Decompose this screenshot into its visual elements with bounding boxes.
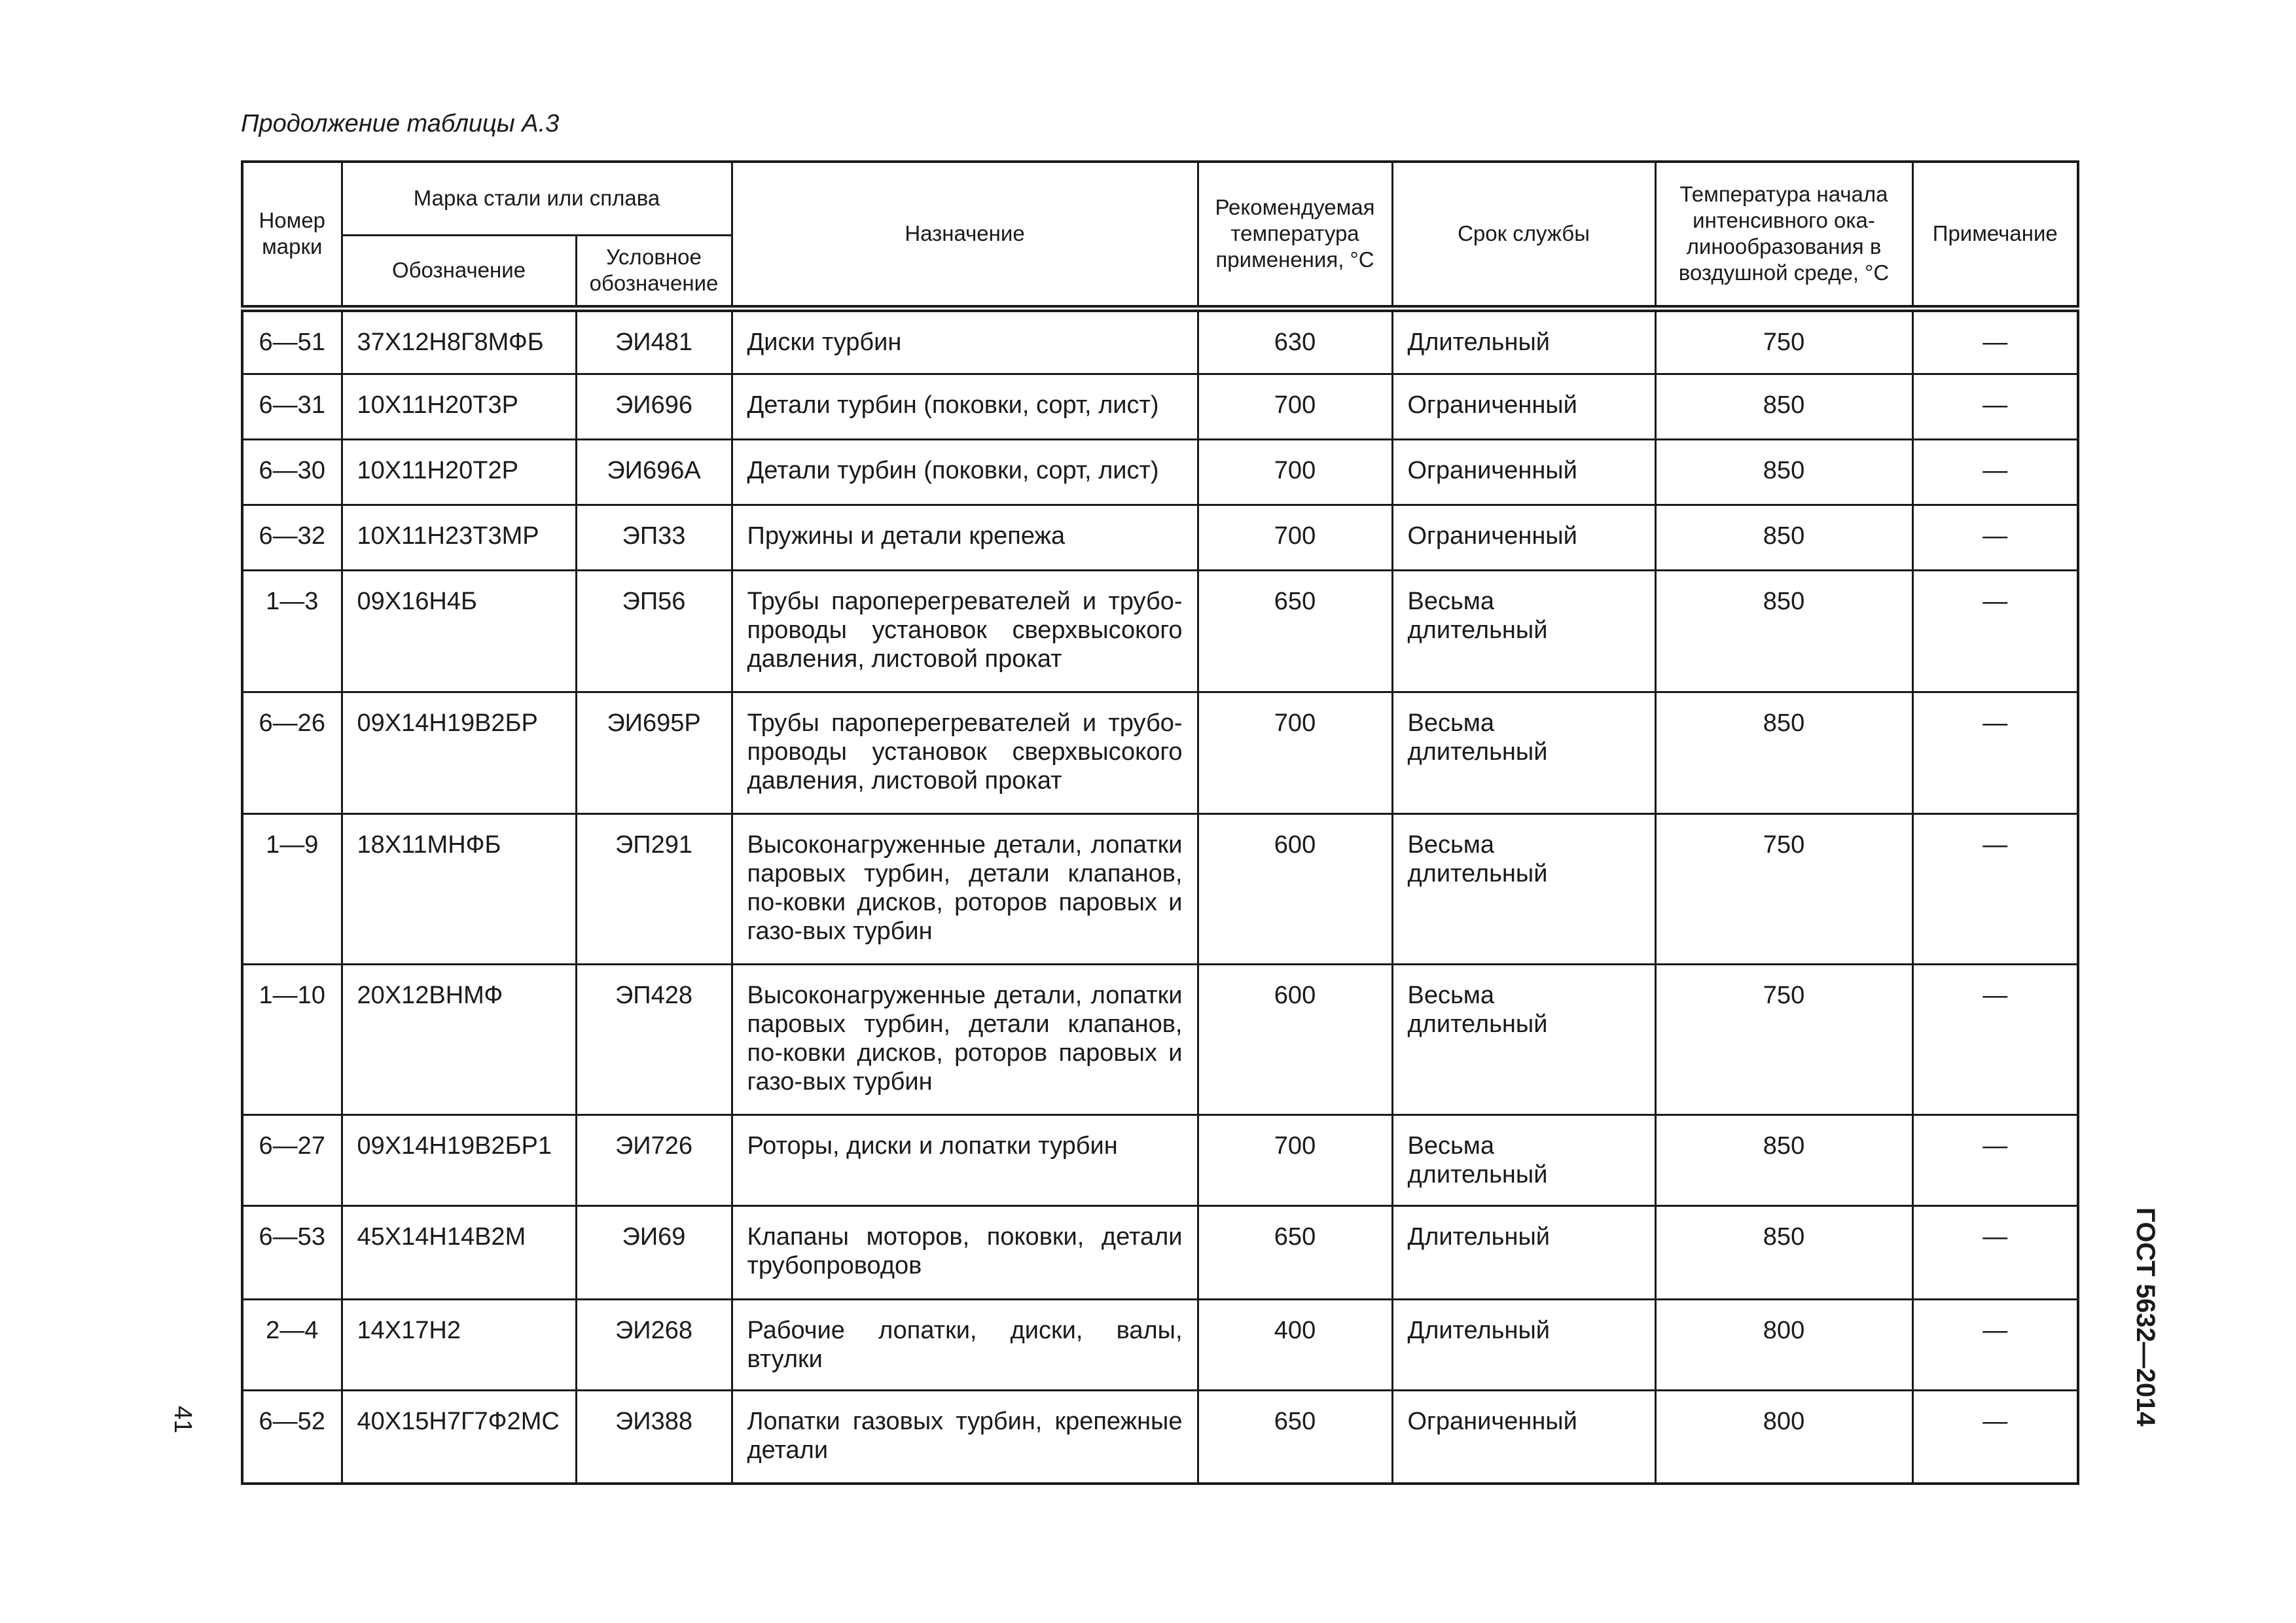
cell-note: — [1912, 374, 2078, 439]
cell-note: — [1912, 1205, 2078, 1299]
cell-conventional: ЭИ481 [576, 308, 732, 374]
table-row [242, 1390, 2078, 1484]
cell-note: — [1912, 1115, 2078, 1205]
cell-conventional: ЭИ696А [576, 439, 732, 505]
cell-grade: 09Х16Н4Б [342, 570, 576, 692]
cell-service-life: Длительный [1392, 1205, 1655, 1299]
header-temperature: Рекомендуемая температура применения, °С [1198, 162, 1392, 308]
cell-note: — [1912, 964, 2078, 1115]
cell-purpose: Трубы пароперегревателей и трубо-проводы установок сверхвысокого давления, листовой прокат [732, 692, 1198, 813]
cell-service-life: Длительный [1392, 1299, 1655, 1390]
cell-note: — [1912, 1390, 2078, 1484]
cell-service-life: Весьма длительный [1392, 570, 1655, 692]
cell-purpose: Лопатки газовых турбин, крепежные детали [732, 1390, 1198, 1484]
cell-number: 1—10 [242, 964, 342, 1115]
cell-temperature: 600 [1198, 964, 1392, 1115]
cell-note: — [1912, 692, 2078, 813]
cell-note: — [1912, 1299, 2078, 1390]
cell-number: 1—3 [242, 570, 342, 692]
cell-grade: 10Х11Н23Т3МР [342, 505, 576, 570]
table-row [242, 1205, 2078, 1299]
cell-grade: 37Х12Н8Г8МФБ [342, 308, 576, 374]
cell-conventional: ЭП56 [576, 570, 732, 692]
cell-purpose: Роторы, диски и лопатки турбин [732, 1115, 1198, 1205]
cell-number: 6—30 [242, 439, 342, 505]
cell-number: 6—27 [242, 1115, 342, 1205]
cell-scaling-temp: 750 [1655, 813, 1912, 964]
cell-purpose: Трубы пароперегревателей и трубо-проводы установок сверхвысокого давления, листовой прокат [732, 570, 1198, 692]
header-scaling-temp: Температура начала интенсивного ока-линообразования в воздушной среде, °С [1655, 162, 1912, 308]
cell-scaling-temp: 850 [1655, 1205, 1912, 1299]
steel-grades-table [241, 160, 2079, 1485]
cell-temperature: 650 [1198, 1390, 1392, 1484]
cell-grade: 10Х11Н20Т3Р [342, 374, 576, 439]
cell-number: 1—9 [242, 813, 342, 964]
cell-grade: 09Х14Н19В2БР1 [342, 1115, 576, 1205]
cell-temperature: 700 [1198, 505, 1392, 570]
header-service-life: Срок службы [1392, 162, 1655, 308]
cell-purpose: Детали турбин (поковки, сорт, лист) [732, 374, 1198, 439]
cell-note: — [1912, 439, 2078, 505]
cell-conventional: ЭИ695Р [576, 692, 732, 813]
cell-purpose: Клапаны моторов, поковки, детали трубопроводов [732, 1205, 1198, 1299]
cell-service-life: Весьма длительный [1392, 964, 1655, 1115]
header-designation: Обозначение [342, 235, 576, 308]
cell-conventional: ЭП428 [576, 964, 732, 1115]
cell-number: 6—53 [242, 1205, 342, 1299]
cell-service-life: Весьма длительный [1392, 813, 1655, 964]
cell-scaling-temp: 750 [1655, 308, 1912, 374]
table-row [242, 813, 2078, 964]
cell-service-life: Ограниченный [1392, 1390, 1655, 1484]
table-row [242, 570, 2078, 692]
cell-conventional: ЭП291 [576, 813, 732, 964]
cell-number: 6—31 [242, 374, 342, 439]
header-conventional: Условное обозначение [576, 235, 732, 308]
cell-temperature: 700 [1198, 374, 1392, 439]
table-row [242, 964, 2078, 1115]
cell-purpose: Детали турбин (поковки, сорт, лист) [732, 439, 1198, 505]
header-note: Примечание [1912, 162, 2078, 308]
cell-scaling-temp: 850 [1655, 505, 1912, 570]
cell-temperature: 700 [1198, 1115, 1392, 1205]
cell-scaling-temp: 850 [1655, 1115, 1912, 1205]
cell-note: — [1912, 570, 2078, 692]
cell-conventional: ЭИ696 [576, 374, 732, 439]
cell-purpose: Диски турбин [732, 308, 1198, 374]
cell-scaling-temp: 850 [1655, 439, 1912, 505]
header-purpose: Назначение [732, 162, 1198, 308]
cell-grade: 20Х12ВНМФ [342, 964, 576, 1115]
cell-grade: 45Х14Н14В2М [342, 1205, 576, 1299]
table-row [242, 308, 2078, 374]
cell-number: 6—26 [242, 692, 342, 813]
cell-conventional: ЭИ268 [576, 1299, 732, 1390]
cell-scaling-temp: 800 [1655, 1299, 1912, 1390]
header-grade-group: Марка стали или сплава [342, 162, 732, 235]
cell-number: 6—32 [242, 505, 342, 570]
cell-note: — [1912, 813, 2078, 964]
cell-grade: 18Х11МНФБ [342, 813, 576, 964]
cell-scaling-temp: 850 [1655, 570, 1912, 692]
table-row [242, 439, 2078, 505]
cell-scaling-temp: 850 [1655, 374, 1912, 439]
cell-service-life: Весьма длительный [1392, 1115, 1655, 1205]
cell-temperature: 600 [1198, 813, 1392, 964]
cell-note: — [1912, 505, 2078, 570]
cell-service-life: Длительный [1392, 308, 1655, 374]
cell-scaling-temp: 750 [1655, 964, 1912, 1115]
cell-conventional: ЭИ726 [576, 1115, 732, 1205]
cell-number: 6—52 [242, 1390, 342, 1484]
cell-purpose: Пружины и детали крепежа [732, 505, 1198, 570]
table-row [242, 692, 2078, 813]
table-row [242, 505, 2078, 570]
cell-temperature: 400 [1198, 1299, 1392, 1390]
cell-purpose: Высоконагруженные детали, лопатки паровых турбин, детали клапанов, по-ковки дисков, роторов паровых и газо-вых турбин [732, 964, 1198, 1115]
cell-purpose: Рабочие лопатки, диски, валы, втулки [732, 1299, 1198, 1390]
cell-grade: 40Х15Н7Г7Ф2МС [342, 1390, 576, 1484]
table-caption: Продолжение таблицы А.3 [241, 110, 560, 137]
table-row [242, 1299, 2078, 1390]
cell-conventional: ЭИ388 [576, 1390, 732, 1484]
table-row [242, 374, 2078, 439]
cell-service-life: Ограниченный [1392, 374, 1655, 439]
cell-note: — [1912, 308, 2078, 374]
cell-grade: 14Х17Н2 [342, 1299, 576, 1390]
cell-service-life: Весьма длительный [1392, 692, 1655, 813]
cell-grade: 10Х11Н20Т2Р [342, 439, 576, 505]
table-row [242, 1115, 2078, 1205]
cell-scaling-temp: 850 [1655, 692, 1912, 813]
cell-purpose: Высоконагруженные детали, лопатки паровых турбин, детали клапанов, по-ковки дисков, роторов паровых и газо-вых турбин [732, 813, 1198, 964]
cell-number: 6—51 [242, 308, 342, 374]
header-number: Номер марки [242, 162, 342, 308]
cell-service-life: Ограниченный [1392, 505, 1655, 570]
cell-grade: 09Х14Н19В2БР [342, 692, 576, 813]
cell-scaling-temp: 800 [1655, 1390, 1912, 1484]
cell-conventional: ЭП33 [576, 505, 732, 570]
standard-designation: ГОСТ 5632—2014 [2131, 1207, 2160, 1427]
cell-number: 2—4 [242, 1299, 342, 1390]
cell-temperature: 650 [1198, 570, 1392, 692]
cell-temperature: 630 [1198, 308, 1392, 374]
cell-temperature: 700 [1198, 439, 1392, 505]
cell-temperature: 650 [1198, 1205, 1392, 1299]
cell-conventional: ЭИ69 [576, 1205, 732, 1299]
cell-service-life: Ограниченный [1392, 439, 1655, 505]
cell-temperature: 700 [1198, 692, 1392, 813]
page-number: 41 [169, 1406, 196, 1434]
